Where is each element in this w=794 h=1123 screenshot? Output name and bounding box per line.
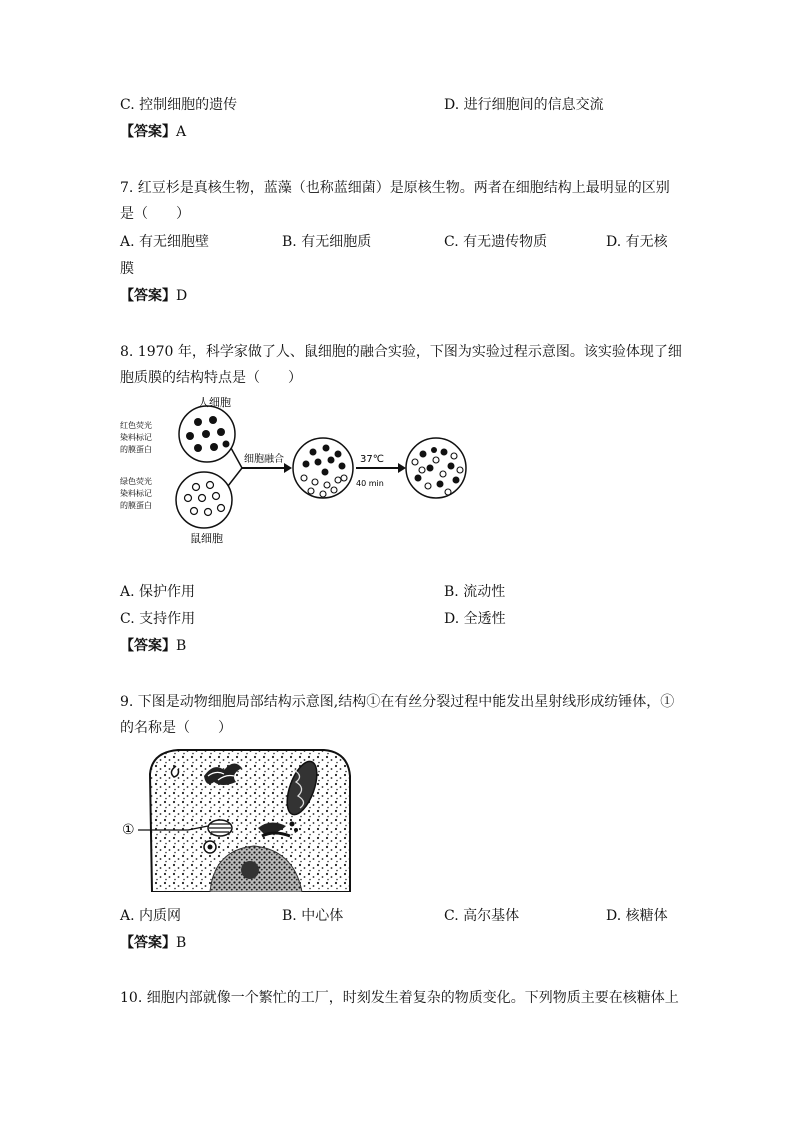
q7-stem-line2: 是（ ） bbox=[120, 206, 190, 222]
q8-option-a: A. 保护作用 bbox=[120, 584, 196, 600]
fusion-label: 细胞融合 bbox=[244, 454, 284, 465]
q8-stem-line2: 胞质膜的结构特点是（ ） bbox=[120, 370, 302, 386]
mouse-marker-label-1: 绿色荧光 bbox=[120, 477, 152, 486]
nucleolus bbox=[241, 861, 259, 879]
hybrid-early-red bbox=[303, 445, 346, 476]
mouse-marker-label-3: 的膜蛋白 bbox=[120, 501, 152, 510]
q7-stem-line1: 7. 红豆杉是真核生物，蓝藻（也称蓝细菌）是原核生物。两者在细胞结构上最明显的区别 bbox=[120, 180, 670, 196]
hybrid-late-green bbox=[412, 453, 463, 495]
q6-option-c: C. 控制细胞的遗传 bbox=[120, 97, 238, 113]
duration-label: 40 min bbox=[356, 479, 384, 488]
q7-option-c: C. 有无遗传物质 bbox=[444, 234, 548, 250]
human-cell-label: 人细胞 bbox=[198, 396, 231, 409]
q7-option-d: D. 有无核 bbox=[606, 234, 668, 250]
q8-stem-line1: 8. 1970 年，科学家做了人、鼠细胞的融合实验，下图为实验过程示意图。该实验体现了细 bbox=[120, 344, 682, 360]
human-marker-label-2: 染料标记 bbox=[120, 433, 152, 442]
q6-option-d: D. 进行细胞间的信息交流 bbox=[444, 97, 604, 113]
answer-letter: B bbox=[176, 935, 187, 951]
q7-option-a: A. 有无细胞壁 bbox=[120, 234, 210, 250]
mouse-marker-label-2: 染料标记 bbox=[120, 489, 152, 498]
red-proteins bbox=[186, 416, 230, 452]
structure-1-marker: ① bbox=[122, 822, 135, 838]
q9-option-b: B. 中心体 bbox=[282, 908, 344, 924]
answer-prefix: 【答案】 bbox=[120, 638, 176, 654]
q9-option-a: A. 内质网 bbox=[120, 908, 182, 924]
q9-answer bbox=[120, 933, 186, 953]
human-marker-label-1: 红色荧光 bbox=[120, 421, 152, 430]
q7-answer bbox=[120, 286, 187, 306]
q8-answer bbox=[120, 636, 186, 656]
q7-option-b: B. 有无细胞质 bbox=[282, 234, 372, 250]
q8-option-c: C. 支持作用 bbox=[120, 611, 196, 627]
answer-prefix: 【答案】 bbox=[120, 124, 176, 140]
q9-stem-line2: 的名称是（ ） bbox=[120, 720, 232, 736]
q9-option-d: D. 核糖体 bbox=[606, 908, 668, 924]
answer-prefix: 【答案】 bbox=[120, 935, 176, 951]
q7-option-d-cont: 膜 bbox=[120, 261, 134, 277]
q6-answer bbox=[120, 122, 186, 142]
answer-letter: D bbox=[176, 288, 188, 304]
q9-option-c: C. 高尔基体 bbox=[444, 908, 520, 924]
hybrid-cell-late bbox=[406, 438, 466, 498]
q10-stem-line1: 10. 细胞内部就像一个繁忙的工厂，时刻发生着复杂的物质变化。下列物质主要在核糖体上 bbox=[120, 990, 679, 1006]
temperature-label: 37℃ bbox=[360, 454, 384, 465]
animal-cell-figure bbox=[118, 746, 354, 892]
cell-fusion-figure bbox=[118, 392, 478, 552]
q8-option-d: D. 全透性 bbox=[444, 611, 506, 627]
mouse-cell-label: 鼠细胞 bbox=[190, 532, 223, 545]
answer-letter: A bbox=[176, 124, 187, 140]
q8-option-b: B. 流动性 bbox=[444, 584, 506, 600]
answer-prefix: 【答案】 bbox=[120, 288, 176, 304]
green-proteins bbox=[185, 482, 225, 516]
answer-letter: B bbox=[176, 638, 187, 654]
human-marker-label-3: 的膜蛋白 bbox=[120, 445, 152, 454]
q9-stem-line1: 9. 下图是动物细胞局部结构示意图,结构①在有丝分裂过程中能发出星射线形成纺锤体，① bbox=[120, 694, 675, 710]
